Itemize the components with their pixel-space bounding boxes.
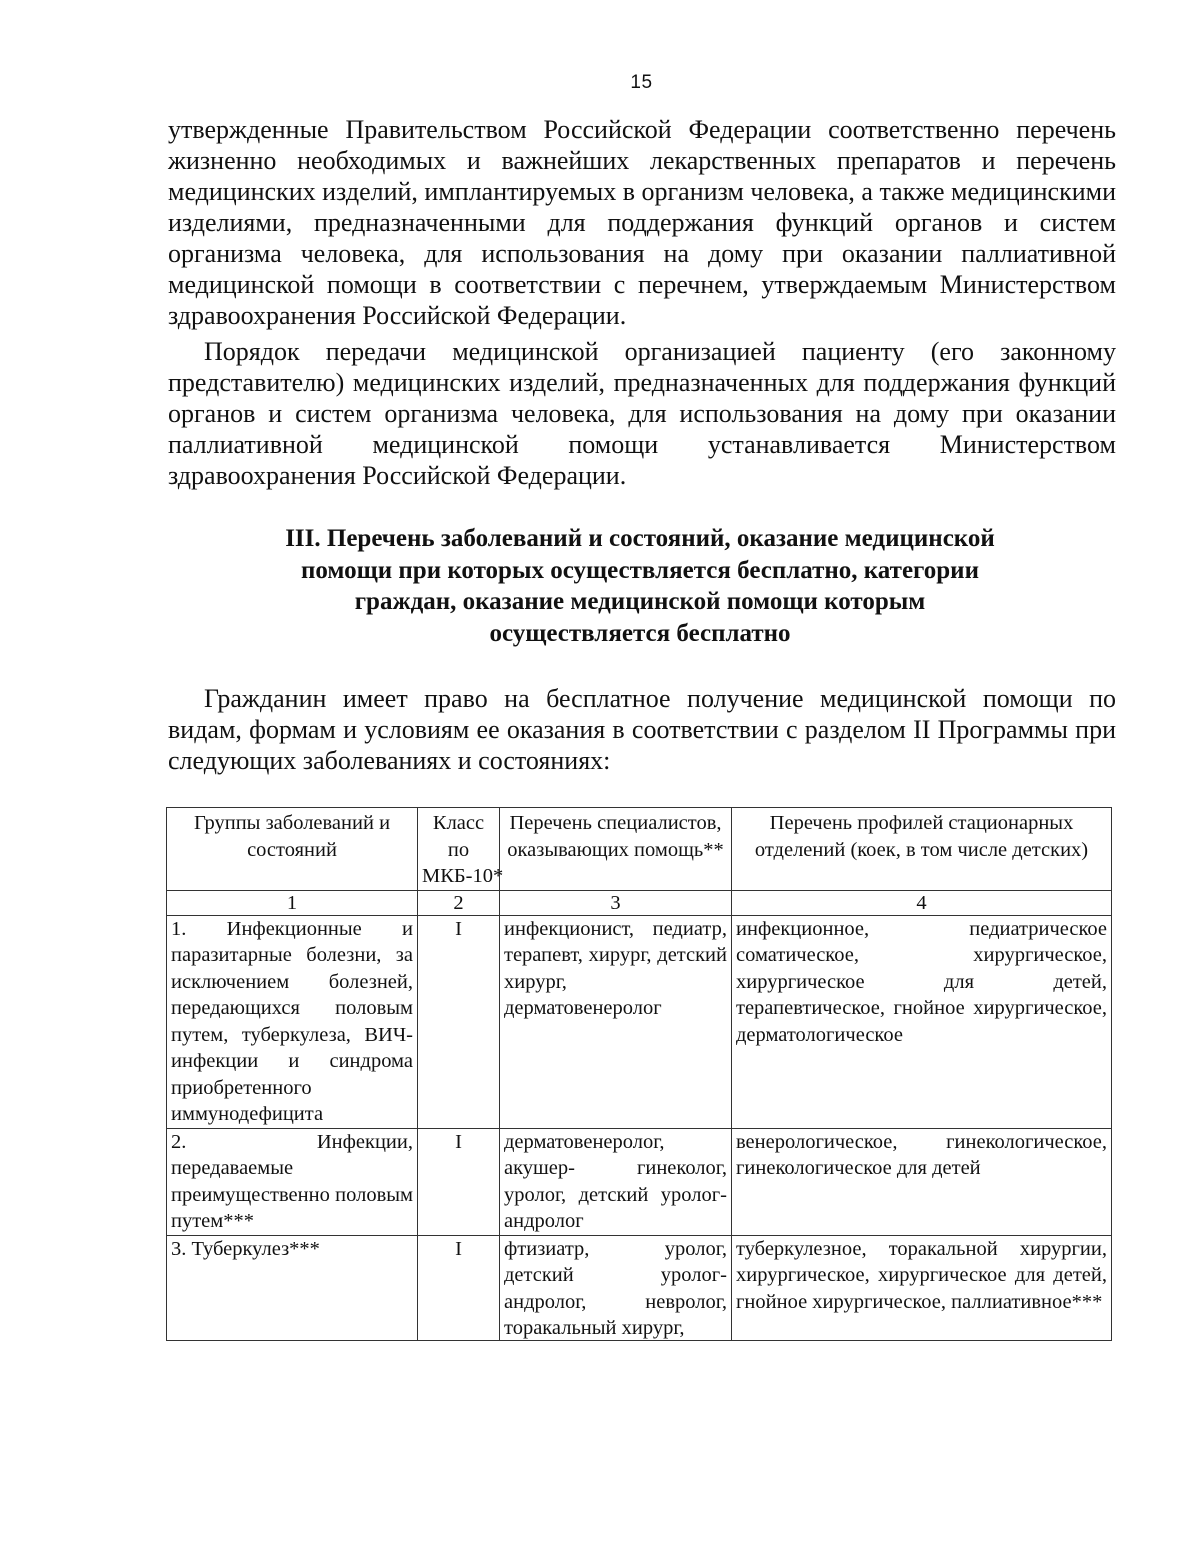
cell-ward-profiles: инфекционное, педиатрическое соматическое, хирургическое, хирургическое для детей, терапевтическое, гнойное хирургическое, дерматологическое	[732, 915, 1112, 1128]
page-number: 15	[630, 72, 653, 93]
header-disease-groups: Группы заболеваний и состояний	[167, 808, 418, 891]
section-heading	[180, 523, 1100, 649]
cell-content: фтизиатр, уролог, детский уролог-андролог, невролог, торакальный хирург,	[504, 1237, 727, 1339]
section-heading-line: граждан, оказание медицинской помощи которым	[354, 588, 926, 615]
table-row	[167, 1235, 1112, 1340]
cell-ward-profiles: венерологическое, гинекологическое, гинекологическое для детей	[732, 1128, 1112, 1235]
cell-disease-group	[167, 1235, 418, 1340]
cell-specialists: инфекционист, педиатр, терапевт, хирург, детский хирург, дерматовенеролог	[500, 915, 732, 1128]
table-row	[167, 915, 1112, 1128]
section-heading-line: помощи при которых осуществляется бесплатно, категории	[301, 556, 979, 584]
cell-ward-profiles	[732, 1235, 1112, 1340]
table-row	[167, 1128, 1112, 1235]
cell-content: 3. Туберкулез***	[171, 1237, 320, 1260]
cell-icd-class	[418, 1235, 500, 1340]
header-ward-profiles: Перечень профилей стационарных отделений (коек, в том числе детских)	[732, 808, 1112, 891]
cell-content: туберкулезное, торакальной хирургии, хирургическое, хирургическое для детей, гнойное хирургическое, паллиативное***	[736, 1237, 1107, 1313]
table-header-row	[167, 808, 1112, 891]
paragraph-3: Гражданин имеет право на бесплатное получение медицинской помощи по видам, формам и условиям ее оказания в соответствии с разделом II Программы при следующих заболеваниях и состояниях:	[168, 684, 1116, 775]
column-number-row	[167, 890, 1112, 915]
header-specialists: Перечень специалистов, оказывающих помощь**	[500, 808, 732, 891]
cell-disease-group: 1. Инфекционные и паразитарные болезни, за исключением болезней, передающихся половым путем, туберкулеза, ВИЧ-инфекции и синдрома приобретенного иммунодефицита	[167, 915, 418, 1128]
cell-icd-class: I	[418, 1128, 500, 1235]
column-number: 3	[500, 890, 732, 915]
paragraph-2: Порядок передачи медицинской организацией пациенту (его законному представителю) медицинских изделий, предназначенных для поддержания функций органов и систем организма человека, для использования на дому при оказании паллиативной медицинской помощи устанавливается Министерством здравоохранения Российской Федерации.	[168, 337, 1116, 490]
cell-icd-class: I	[418, 915, 500, 1128]
cell-specialists: дерматовенеролог, акушер- гинеколог, уролог, детский уролог- андролог	[500, 1128, 732, 1235]
paragraph-1: утвержденные Правительством Российской Федерации соответственно перечень жизненно необходимых и важнейших лекарственных препаратов и перечень медицинских изделий, имплантируемых в организм человека, а также медицинскими изделиями, предназначенными для поддержания функций органов и систем организма человека, для использования на дому при оказании паллиативной медицинской помощи в соответствии с перечнем, утверждаемым Министерством здравоохранения Российской Федерации.	[168, 115, 1116, 330]
column-number: 4	[732, 890, 1112, 915]
section-heading-line: III. Перечень заболеваний и состояний, оказание медицинской	[285, 525, 995, 552]
cell-specialists	[500, 1235, 732, 1340]
diseases-table	[166, 807, 1112, 1341]
cell-disease-group: 2. Инфекции, передаваемые преимущественно половым путем***	[167, 1128, 418, 1235]
column-number: 1	[167, 890, 418, 915]
cell-content: I	[455, 1237, 462, 1260]
header-icd-class: Класс по МКБ-10*	[418, 808, 500, 891]
section-heading-line: осуществляется бесплатно	[489, 619, 791, 647]
column-number: 2	[418, 890, 500, 915]
